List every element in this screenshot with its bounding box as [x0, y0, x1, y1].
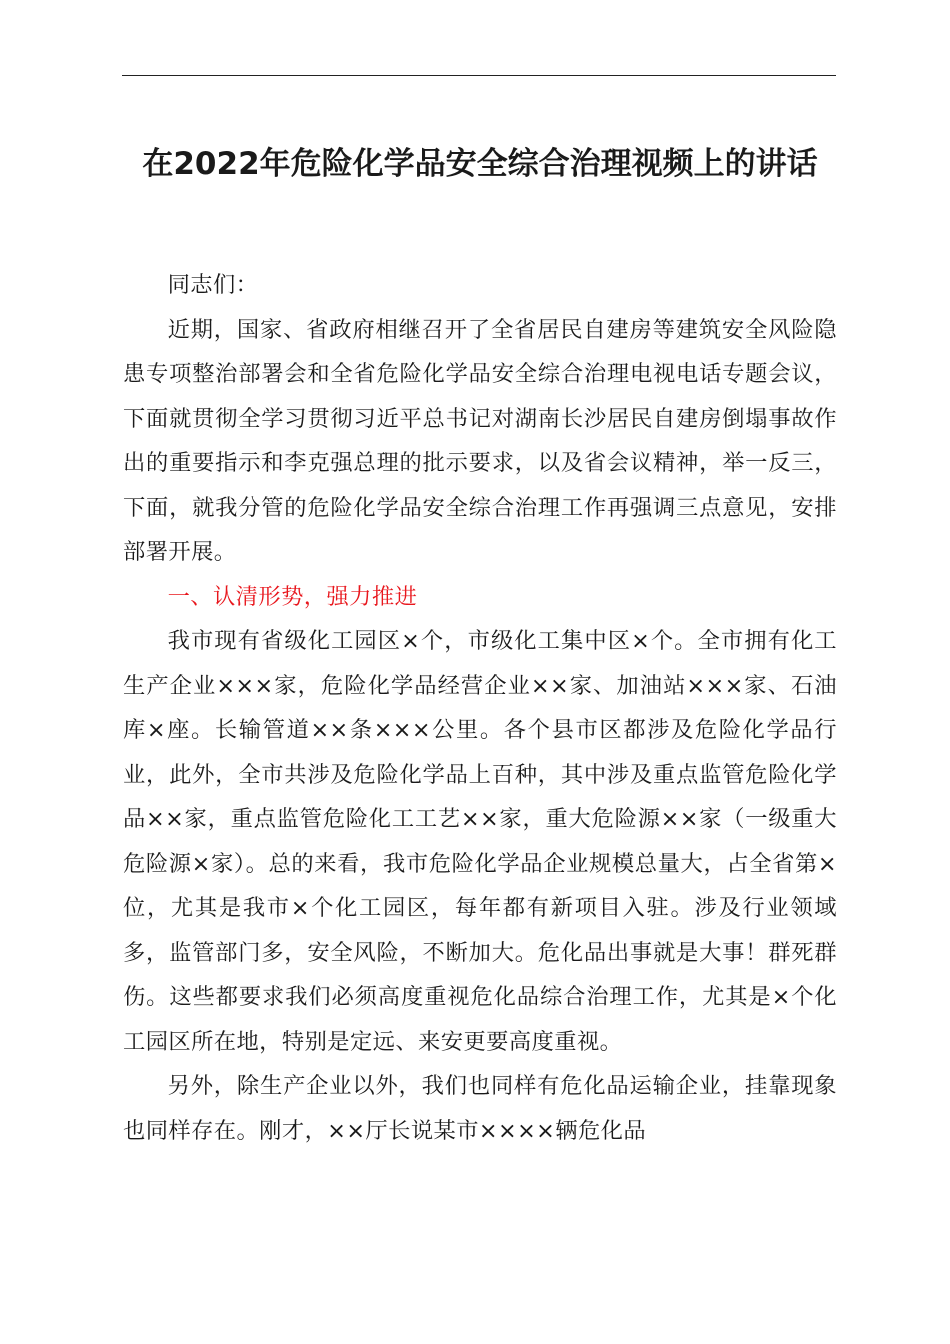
section-heading: 一、认清形势，强力推进	[167, 583, 418, 610]
paragraph-situation: 我市现有省级化工园区×个，市级化工集中区×个。全市拥有化工生产企业×××家，危险化学品经营企业××家、加油站×××家、石油库×座。长输管道××条×××公里。各个县市区都涉及危险化学品行业，此外，全市共涉及危险化学品上百种，其中涉及重点监管危险化学品××家，重点监管危险化工工艺××家，重大危险源××家（一级重大危险源×家）。总的来看，我市危险化学品企业规模总量大，占全省第×位，尤其是我市×个化工园区，每年都有新项目入驻。涉及行业领域多，监管部门多，安全风险，不断加大。危化品出事就是大事！群死群伤。这些都要求我们必须高度重视危化品综合治理工作，尤其是×个化工园区所在地，特别是定远、来安更要高度重视。	[123, 628, 837, 1055]
document-title: 在2022年危险化学品安全综合治理视频上的讲话	[142, 146, 818, 182]
paragraph-transport: 另外，除生产企业以外，我们也同样有危化品运输企业，挂靠现象也同样存在。刚才，××厅长说某市××××辆危化品	[123, 1073, 837, 1144]
salutation: 同志们：	[167, 272, 259, 298]
header-rule	[122, 75, 836, 76]
document-body	[123, 263, 837, 1153]
paragraph-intro: 近期，国家、省政府相继召开了全省居民自建房等建筑安全风险隐患专项整治部署会和全省危险化学品安全综合治理电视电话专题会议，下面就贯彻全学习贯彻习近平总书记对湖南长沙居民自建房倒塌事故作出的重要指示和李克强总理的批示要求，以及省会议精神，举一反三，下面，就我分管的危险化学品安全综合治理工作再强调三点意见，安排部署开展。	[123, 316, 837, 565]
